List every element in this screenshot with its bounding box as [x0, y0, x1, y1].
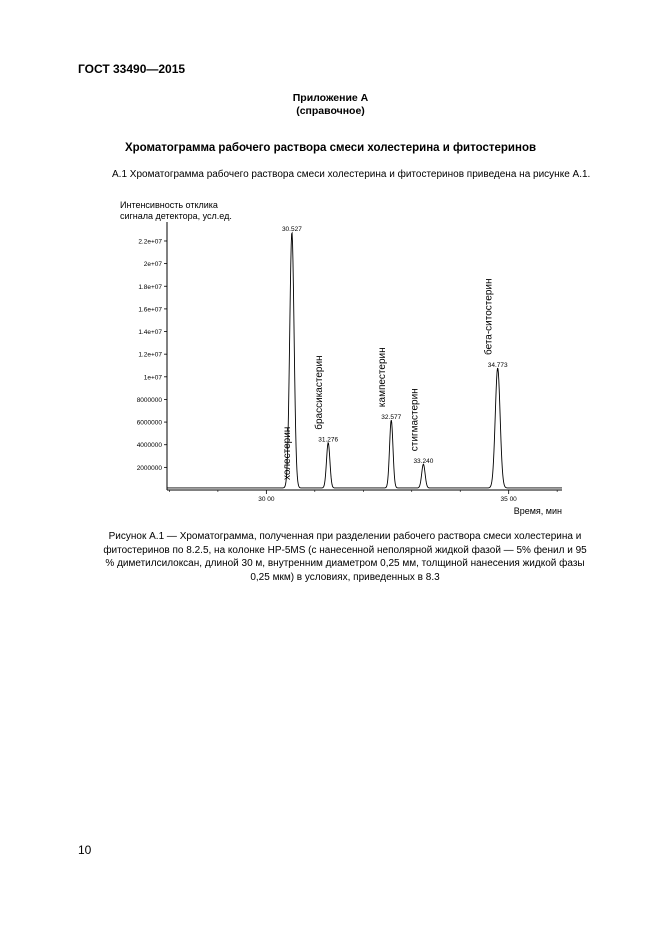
peak-rt-label: 30.527: [281, 226, 302, 234]
y-tick-label: 1.6e+07: [138, 306, 162, 314]
appendix-subtitle: (справочное): [296, 105, 365, 117]
y-tick-label: 2e+07: [143, 261, 162, 269]
section-paragraph: А.1 Хроматограмма рабочего раствора смеси холестерина и фитостеринов приведена на рисунке А.1.: [112, 169, 591, 180]
peak-compound-label: брассикастерин: [314, 355, 326, 430]
peak-rt-label: 32.577: [381, 414, 402, 422]
peak-labels: [282, 226, 508, 480]
chromatogram-trace: [167, 233, 562, 488]
peak-rt-label: 31.276: [318, 436, 339, 444]
y-axis-label-line2: сигнала детектора, усл.ед.: [120, 211, 232, 221]
x-tick-label: 35 00: [500, 496, 517, 503]
y-tick-label: 6000000: [136, 419, 162, 427]
peak-rt-label: 33.240: [413, 458, 434, 466]
y-axis-label-line1: Интенсивность отклика: [120, 200, 218, 210]
x-ticks: [169, 490, 557, 503]
appendix-title: Приложение А: [292, 92, 369, 104]
x-axis-label: Время, мин: [513, 506, 562, 516]
peak-compound-label: бета-ситостерин: [483, 278, 495, 356]
x-tick-label: 30 00: [258, 496, 275, 503]
peak-compound-label: холестерин: [281, 426, 293, 480]
y-tick-label: 1.4e+07: [138, 329, 162, 337]
section-title: Хроматограмма рабочего раствора смеси холестерина и фитостеринов: [124, 142, 537, 154]
figure-caption: Рисунок А.1 — Хроматограмма, полученная при разделении рабочего раствора смеси холестерина и фитостеринов по 8.2.5, на колонке HP-5MS (с нанесенной неполярной жидкой фазой — 5% фенил и 95 % диметилсилоксан, длиной 30 м, внутренним диаметром 0,25 мм, толщиной нанесения жидкой фазы 0,25 мкм) в условиях, приведенных в 8.3: [103, 531, 587, 583]
y-tick-label: 8000000: [136, 396, 162, 404]
y-tick-label: 1.2e+07: [138, 351, 162, 359]
peak-compound-label: кампестерин: [377, 347, 389, 408]
y-tick-label: 1e+07: [143, 374, 162, 382]
y-tick-label: 1.8e+07: [138, 283, 162, 291]
page-number: 10: [78, 843, 92, 857]
y-tick-label: 2000000: [136, 464, 162, 472]
y-tick-label: 2.2e+07: [138, 238, 162, 246]
y-ticks: [137, 238, 167, 471]
document-code: ГОСТ 33490—2015: [78, 62, 186, 76]
peak-rt-label: 34.773: [487, 362, 508, 370]
y-tick-label: 4000000: [136, 442, 162, 450]
peak-compound-label: стигмастерин: [409, 388, 421, 452]
